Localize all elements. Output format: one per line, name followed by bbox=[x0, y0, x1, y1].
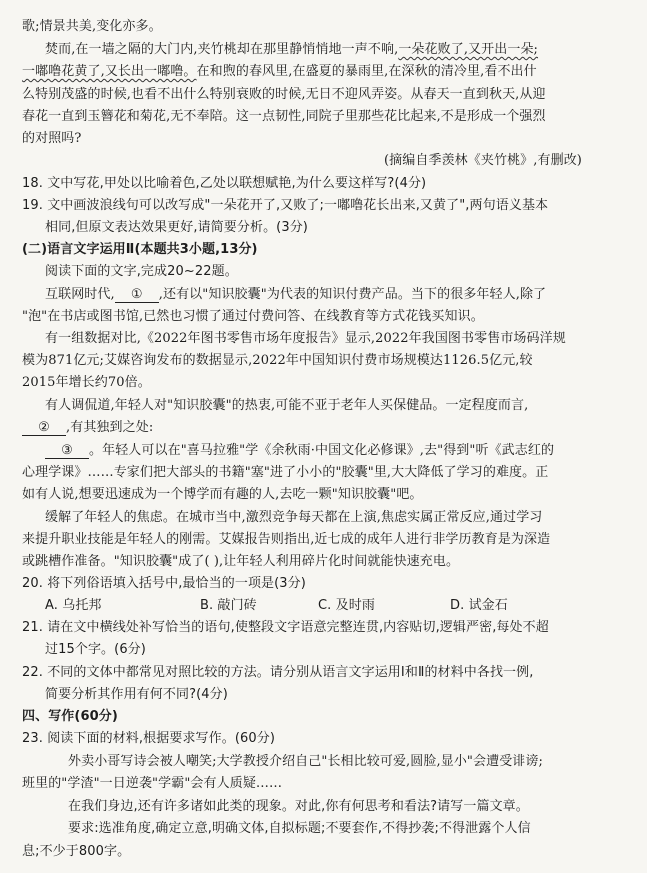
passage-b-p3-rest: ,有其独到之处: bbox=[66, 420, 154, 435]
passage-a-line-3 bbox=[22, 63, 647, 81]
passage-a-line-4: 么特别茂盛的时候,也看不出什么特别衰败的时候,无日不迎风弄姿。从春天一直到秋天,从迎 bbox=[22, 87, 546, 102]
passage-b-para-2-line-3: 2015年增长约70倍。 bbox=[22, 375, 151, 390]
option-b: B. 敲门砖 bbox=[200, 598, 257, 613]
passage-b-p4-rest: 。年轻人可以在"喜马拉雅"学《余秋雨·中国文化必修课》,去"得到"听《武志红的 bbox=[89, 443, 555, 458]
wavy-underlined-sentence-part-1: 一朵花败了,又开出一朵; bbox=[398, 42, 539, 57]
passage-b-p1-start: 互联网时代, bbox=[45, 287, 115, 302]
passage-b-para-5-line-2: 来提升职业技能是年轻人的刚需。艾媒报告则指出,近七成的成年人进行非学历教育是为深造 bbox=[22, 532, 551, 547]
passage-a-source: (摘编自季羡林《夹竹桃》,有删改) bbox=[384, 153, 582, 168]
question-18: 18. 文中写花,甲处以比喻着色,乙处以联想赋艳,为什么要这样写?(4分) bbox=[22, 176, 427, 191]
blank-2: ② bbox=[22, 421, 66, 436]
passage-b-para-5-line-1: 缓解了年轻人的焦虑。在城市当中,激烈竞争每天都在上演,焦虑实属正常反应,通过学习 bbox=[45, 510, 543, 525]
passage-b-para-1-line-1 bbox=[45, 286, 647, 304]
passage-a-line-2 bbox=[45, 41, 647, 59]
question-19-line-2: 相同,但原文表达效果更好,请简要分析。(3分) bbox=[45, 220, 308, 235]
question-22-line-1: 22. 不同的文体中都常见对照比较的方法。请分别从语言文字运用Ⅰ和Ⅱ的材料中各找一例, bbox=[22, 665, 534, 680]
question-21-line-2: 过15个字。(6分) bbox=[45, 642, 146, 657]
passage-b-p1-rest: ,还有以"知识胶囊"为代表的知识付费产品。当下的很多年轻人,除了 bbox=[158, 287, 547, 302]
question-19-line-1: 19. 文中画波浪线句可以改写成"一朵花开了,又败了;一嘟噜花长出来,又黄了",两句语义基本 bbox=[22, 198, 549, 213]
question-20-stem: 20. 将下列俗语填入括号中,最恰当的一项是(3分) bbox=[22, 576, 306, 591]
passage-b-para-3-line-1: 有人调侃道,年轻人对"知识胶囊"的热衷,可能不亚于老年人买保健品。一定程度而言, bbox=[45, 398, 529, 413]
passage-b-para-4-line-3: 如有人说,想要迅速成为一个博学而有趣的人,去吃一颗"知识胶囊"吧。 bbox=[22, 487, 423, 502]
option-a: A. 乌托邦 bbox=[45, 598, 102, 613]
question-22-line-2: 简要分析其作用有何不同?(4分) bbox=[45, 687, 228, 702]
passage-a-line-2a: 焚而,在一墙之隔的大门内,夹竹桃却在那里静悄悄地一声不响, bbox=[45, 42, 399, 57]
passage-a-line-5: 春花一直到玉簪花和菊花,无不奉陪。这一点韧性,同院子里那些花比起来,不是形成一个强烈 bbox=[22, 109, 546, 124]
wavy-underlined-sentence-part-2: 一嘟噜花黄了,又长出一嘟噜。 bbox=[22, 64, 197, 79]
passage-a-line-6: 的对照吗? bbox=[22, 131, 82, 146]
q23-requirements-line-2: 息;不少于800字。 bbox=[22, 844, 131, 859]
blank-1: ① bbox=[115, 288, 159, 303]
passage-b-para-3-line-2 bbox=[22, 419, 647, 437]
passage-b-para-1-line-2: "泡"在书店或图书馆,已然也习惯了通过付费问答、在线教育等方式花钱买知识。 bbox=[22, 309, 484, 324]
section-2-heading: (二)语言文字运用Ⅱ(本题共3小题,13分) bbox=[22, 242, 258, 257]
question-21-line-1: 21. 请在文中横线处补写恰当的语句,使整段文字语意完整连贯,内容贴切,逻辑严密,每处不超 bbox=[22, 620, 549, 635]
passage-a-line-3b: 在和煦的春风里,在盛夏的暴雨里,在深秋的清冷里,看不出什 bbox=[196, 64, 537, 79]
section-4-heading: 四、写作(60分) bbox=[22, 709, 118, 724]
q23-material-line-2: 班里的"学渣"一日逆袭"学霸"会有人质疑…… bbox=[22, 776, 283, 791]
blank-3: ③ bbox=[45, 444, 89, 459]
passage-b-para-4-line-2: 心理学课》……专家们把大部头的书籍"塞"进了小小的"胶囊"里,大大降低了学习的难度。正 bbox=[22, 465, 549, 480]
q23-material-line-1: 外卖小哥写诗会被人嘲笑;大学教授介绍自己"长相比较可爱,圆脸,显小"会遭受诽谤; bbox=[68, 754, 543, 769]
passage-a-line-1: 歌;情景共美,变化亦多。 bbox=[22, 19, 162, 34]
passage-b-para-4-line-1 bbox=[45, 442, 647, 460]
passage-b-para-2-line-1: 有一组数据对比,《2022年图书零售市场年度报告》显示,2022年我国图书零售市场码洋规 bbox=[45, 331, 566, 346]
option-c: C. 及时雨 bbox=[318, 598, 375, 613]
q23-prompt: 在我们身边,还有许多诸如此类的现象。对此,你有何思考和看法?请写一篇文章。 bbox=[68, 799, 529, 814]
option-d: D. 试金石 bbox=[450, 598, 508, 613]
passage-b-para-5-line-3: 或跳槽作准备。"知识胶囊"成了( ),让年轻人利用碎片化时间就能快速充电。 bbox=[22, 554, 460, 569]
question-23-stem: 23. 阅读下面的材料,根据要求写作。(60分) bbox=[22, 731, 276, 746]
passage-b-para-2-line-2: 模为871亿元;艾媒咨询发布的数据显示,2022年中国知识付费市场规模达1126.5亿元,较 bbox=[22, 353, 533, 368]
q23-requirements-line-1: 要求:选准角度,确定立意,明确文体,自拟标题;不要套作,不得抄袭;不得泄露个人信 bbox=[68, 821, 531, 836]
section-2-intro: 阅读下面的文字,完成20~22题。 bbox=[45, 264, 238, 279]
